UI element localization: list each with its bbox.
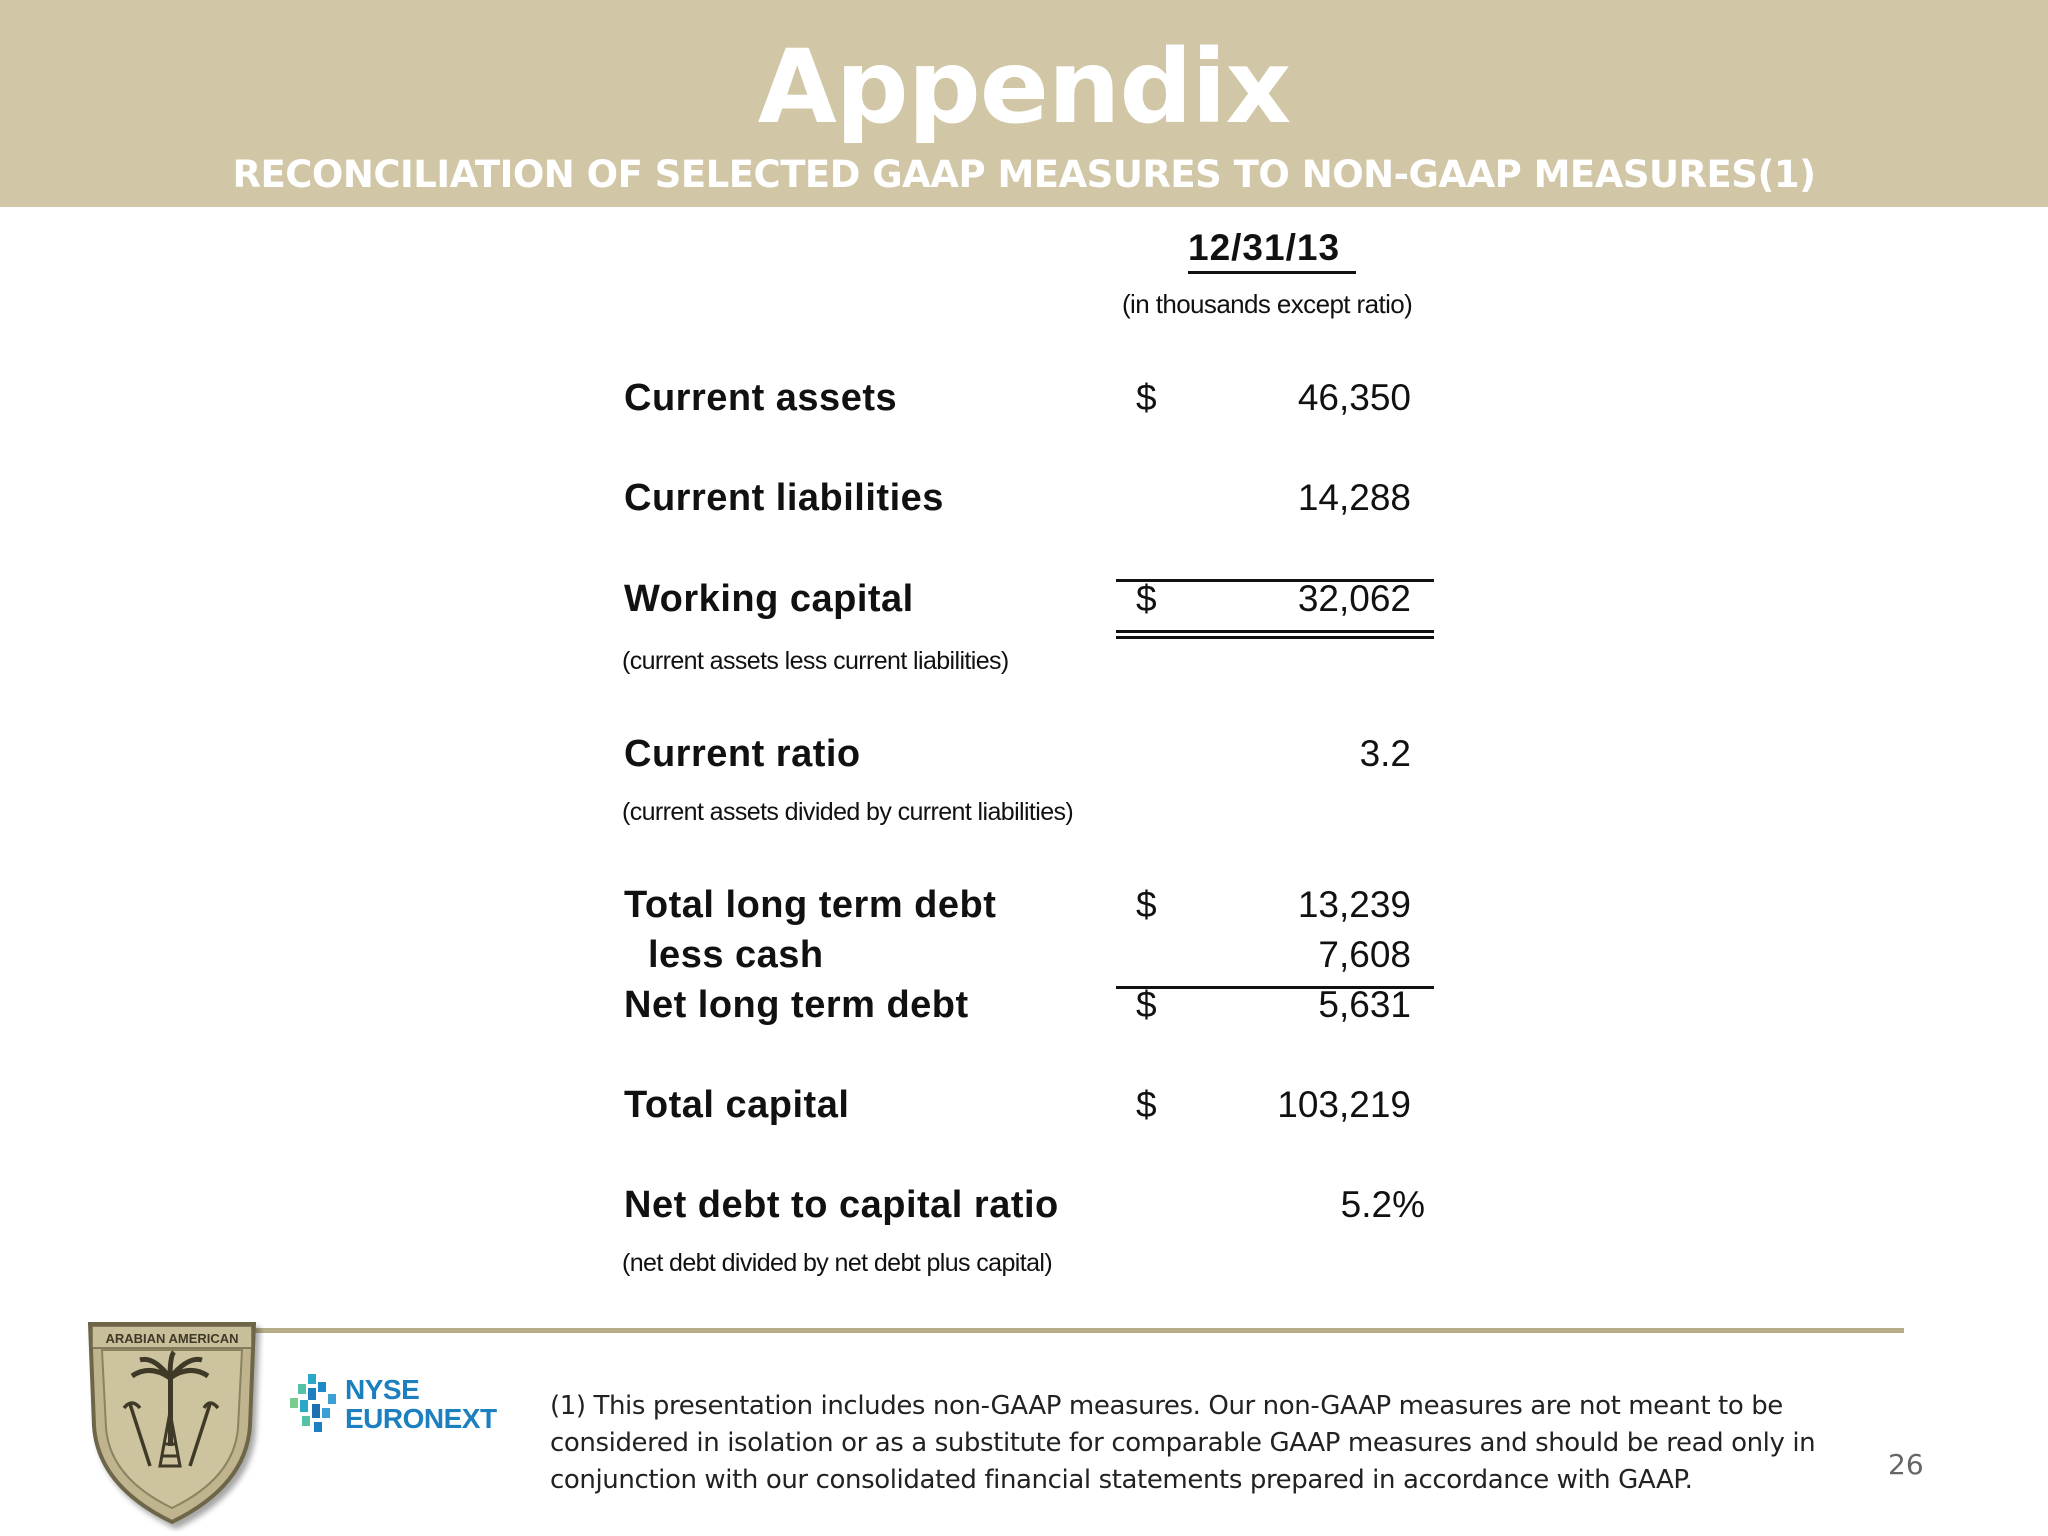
nyse-euronext-logo [345, 1375, 497, 1433]
nyse-logo-line1: NYSE [345, 1374, 420, 1405]
current-liabilities-label: Current liabilities [624, 477, 944, 519]
date-header-underline [1188, 271, 1356, 274]
working-capital-currency: $ [1136, 578, 1157, 619]
net-long-term-debt-value: 5,631 [1318, 984, 1411, 1025]
current-liabilities-value: 14,288 [1297, 477, 1411, 518]
working-capital-value: 32,062 [1297, 578, 1411, 619]
total-capital-label: Total capital [624, 1084, 850, 1126]
total-capital-value: 103,219 [1277, 1084, 1411, 1125]
total-capital-currency: $ [1136, 1084, 1157, 1125]
total-long-term-debt-value: 13,239 [1297, 884, 1411, 925]
company-crest-logo [80, 1316, 264, 1532]
working-capital-double-rule-1 [1116, 630, 1434, 633]
net-debt-to-capital-value: 5.2% [1340, 1184, 1425, 1225]
less-cash-label: less cash [648, 934, 824, 976]
net-long-term-debt-label: Net long term debt [624, 984, 969, 1026]
current-ratio-note: (current assets divided by current liabilities) [622, 798, 1074, 826]
working-capital-note: (current assets less current liabilities) [622, 647, 1009, 675]
page-number: 26 [1888, 1448, 1924, 1481]
nyse-euronext-mark-icon [288, 1372, 344, 1436]
net-debt-to-capital-label: Net debt to capital ratio [624, 1184, 1059, 1226]
units-note: (in thousands except ratio) [1122, 289, 1413, 319]
less-cash-value: 7,608 [1318, 934, 1411, 975]
current-assets-currency: $ [1136, 377, 1157, 418]
total-long-term-debt-label: Total long term debt [624, 884, 997, 926]
working-capital-label: Working capital [624, 578, 914, 620]
net-long-term-debt-currency: $ [1136, 984, 1157, 1025]
footer-rule [252, 1328, 1904, 1333]
current-assets-value: 46,350 [1297, 377, 1411, 418]
page-subtitle: RECONCILIATION OF SELECTED GAAP MEASURES TO NON-GAAP MEASURES(1) [232, 153, 1816, 196]
footnote: (1) This presentation includes non-GAAP measures. Our non-GAAP measures are not meant to be considered in isolation or as a substitute for comparable GAAP measures and should be read only in conjunction with our consolidated financial statements prepared in accordance with GAAP. [550, 1391, 1816, 1495]
date-column-header: 12/31/13 [1188, 227, 1341, 268]
nyse-logo-line2: EURONEXT [345, 1403, 497, 1434]
current-ratio-label: Current ratio [624, 733, 861, 775]
total-long-term-debt-currency: $ [1136, 884, 1157, 925]
current-assets-label: Current assets [624, 377, 898, 419]
header-band [0, 0, 2048, 207]
crest-banner-text: ARABIAN AMERICAN [105, 1331, 239, 1346]
page-title: Appendix [757, 28, 1291, 147]
net-debt-to-capital-note: (net debt divided by net debt plus capital) [622, 1249, 1053, 1277]
current-ratio-value: 3.2 [1359, 733, 1411, 774]
working-capital-double-rule-2 [1116, 636, 1434, 639]
